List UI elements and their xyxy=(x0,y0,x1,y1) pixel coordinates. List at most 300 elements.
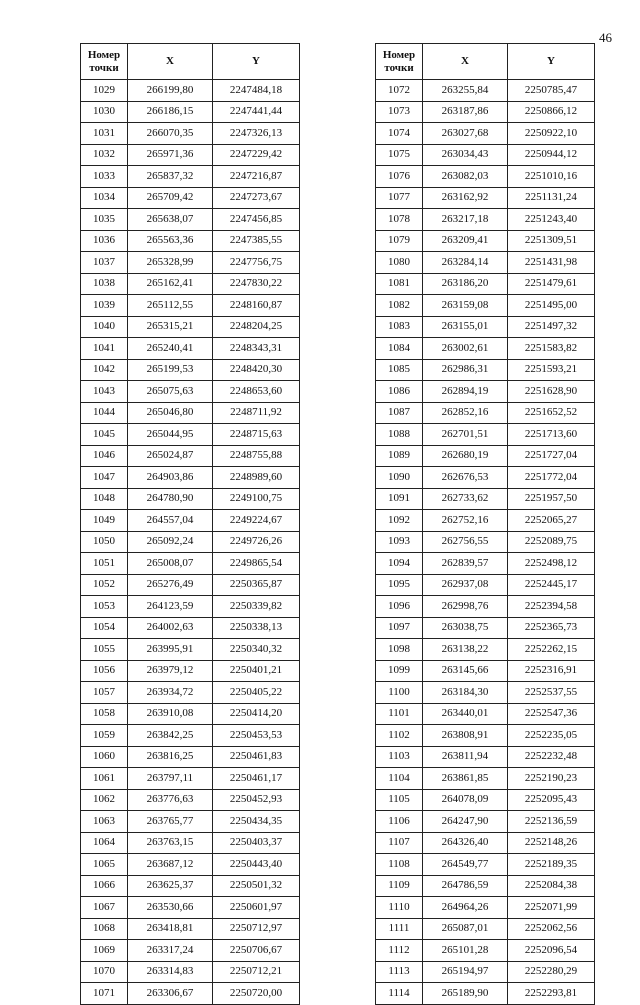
x-coordinate-cell: 265075,63 xyxy=(128,381,213,403)
table-row xyxy=(376,80,595,102)
table-row xyxy=(81,617,300,639)
y-coordinate-cell: 2249865,54 xyxy=(213,553,300,575)
x-coordinate-cell: 265240,41 xyxy=(128,338,213,360)
point-number-cell: 1057 xyxy=(81,682,128,704)
table-body-left xyxy=(81,80,300,1005)
point-number-cell: 1070 xyxy=(81,961,128,983)
point-number-cell: 1074 xyxy=(376,123,423,145)
y-coordinate-cell: 2247756,75 xyxy=(213,252,300,274)
x-coordinate-cell: 264780,90 xyxy=(128,488,213,510)
y-coordinate-cell: 2247441,44 xyxy=(213,101,300,123)
table-row xyxy=(376,359,595,381)
x-coordinate-cell: 265092,24 xyxy=(128,531,213,553)
header-x: X xyxy=(128,44,213,80)
x-coordinate-cell: 264557,04 xyxy=(128,510,213,532)
y-coordinate-cell: 2248204,25 xyxy=(213,316,300,338)
table-row xyxy=(81,101,300,123)
x-coordinate-cell: 263625,37 xyxy=(128,875,213,897)
point-number-cell: 1111 xyxy=(376,918,423,940)
x-coordinate-cell: 265328,99 xyxy=(128,252,213,274)
table-row xyxy=(81,725,300,747)
table-row xyxy=(81,811,300,833)
x-coordinate-cell: 262852,16 xyxy=(423,402,508,424)
table-row xyxy=(81,80,300,102)
point-number-cell: 1080 xyxy=(376,252,423,274)
x-coordinate-cell: 265189,90 xyxy=(423,983,508,1005)
y-coordinate-cell: 2250866,12 xyxy=(508,101,595,123)
x-coordinate-cell: 266186,15 xyxy=(128,101,213,123)
point-number-cell: 1049 xyxy=(81,510,128,532)
y-coordinate-cell: 2252262,15 xyxy=(508,639,595,661)
y-coordinate-cell: 2250434,35 xyxy=(213,811,300,833)
table-row xyxy=(376,488,595,510)
table-row xyxy=(81,424,300,446)
table-row xyxy=(376,273,595,295)
y-coordinate-cell: 2252445,17 xyxy=(508,574,595,596)
table-row xyxy=(376,402,595,424)
table-row xyxy=(376,574,595,596)
x-coordinate-cell: 264549,77 xyxy=(423,854,508,876)
table-row xyxy=(376,875,595,897)
y-coordinate-cell: 2247229,42 xyxy=(213,144,300,166)
y-coordinate-cell: 2248711,92 xyxy=(213,402,300,424)
point-number-cell: 1100 xyxy=(376,682,423,704)
point-number-cell: 1089 xyxy=(376,445,423,467)
point-number-cell: 1103 xyxy=(376,746,423,768)
x-coordinate-cell: 263811,94 xyxy=(423,746,508,768)
x-coordinate-cell: 265971,36 xyxy=(128,144,213,166)
y-coordinate-cell: 2248715,63 xyxy=(213,424,300,446)
table-row xyxy=(81,768,300,790)
table-row xyxy=(81,682,300,704)
x-coordinate-cell: 263776,63 xyxy=(128,789,213,811)
y-coordinate-cell: 2252365,73 xyxy=(508,617,595,639)
point-number-cell: 1082 xyxy=(376,295,423,317)
table-header-row xyxy=(376,44,595,80)
x-coordinate-cell: 263979,12 xyxy=(128,660,213,682)
point-number-cell: 1102 xyxy=(376,725,423,747)
point-number-cell: 1037 xyxy=(81,252,128,274)
point-number-cell: 1099 xyxy=(376,660,423,682)
x-coordinate-cell: 263284,14 xyxy=(423,252,508,274)
y-coordinate-cell: 2250365,87 xyxy=(213,574,300,596)
x-coordinate-cell: 263138,22 xyxy=(423,639,508,661)
point-number-cell: 1095 xyxy=(376,574,423,596)
x-coordinate-cell: 263861,85 xyxy=(423,768,508,790)
x-coordinate-cell: 262839,57 xyxy=(423,553,508,575)
point-number-cell: 1036 xyxy=(81,230,128,252)
y-coordinate-cell: 2251772,04 xyxy=(508,467,595,489)
y-coordinate-cell: 2252547,36 xyxy=(508,703,595,725)
point-number-cell: 1066 xyxy=(81,875,128,897)
point-number-cell: 1077 xyxy=(376,187,423,209)
point-number-cell: 1081 xyxy=(376,273,423,295)
table-row xyxy=(81,445,300,467)
y-coordinate-cell: 2251497,32 xyxy=(508,316,595,338)
y-coordinate-cell: 2247830,22 xyxy=(213,273,300,295)
x-coordinate-cell: 263530,66 xyxy=(128,897,213,919)
table-row xyxy=(81,510,300,532)
table-row xyxy=(81,832,300,854)
point-number-cell: 1059 xyxy=(81,725,128,747)
table-row xyxy=(81,359,300,381)
table-row xyxy=(81,338,300,360)
table-row xyxy=(81,875,300,897)
x-coordinate-cell: 265024,87 xyxy=(128,445,213,467)
x-coordinate-cell: 262733,62 xyxy=(423,488,508,510)
point-number-cell: 1071 xyxy=(81,983,128,1005)
y-coordinate-cell: 2250414,20 xyxy=(213,703,300,725)
table-row xyxy=(376,101,595,123)
x-coordinate-cell: 263314,83 xyxy=(128,961,213,983)
y-coordinate-cell: 2251652,52 xyxy=(508,402,595,424)
point-number-cell: 1065 xyxy=(81,854,128,876)
x-coordinate-cell: 263034,43 xyxy=(423,144,508,166)
table-row xyxy=(376,639,595,661)
point-number-cell: 1050 xyxy=(81,531,128,553)
y-coordinate-cell: 2252498,12 xyxy=(508,553,595,575)
y-coordinate-cell: 2247456,85 xyxy=(213,209,300,231)
table-row xyxy=(376,789,595,811)
point-number-cell: 1092 xyxy=(376,510,423,532)
table-row xyxy=(81,639,300,661)
x-coordinate-cell: 265199,53 xyxy=(128,359,213,381)
table-row xyxy=(376,230,595,252)
x-coordinate-cell: 264326,40 xyxy=(423,832,508,854)
table-row xyxy=(376,983,595,1005)
x-coordinate-cell: 265044,95 xyxy=(128,424,213,446)
table-row xyxy=(81,187,300,209)
point-number-cell: 1060 xyxy=(81,746,128,768)
point-number-cell: 1069 xyxy=(81,940,128,962)
table-row xyxy=(81,660,300,682)
table-row xyxy=(376,209,595,231)
y-coordinate-cell: 2251727,04 xyxy=(508,445,595,467)
table-row xyxy=(376,617,595,639)
y-coordinate-cell: 2248653,60 xyxy=(213,381,300,403)
x-coordinate-cell: 263002,61 xyxy=(423,338,508,360)
y-coordinate-cell: 2251583,82 xyxy=(508,338,595,360)
table-row xyxy=(376,897,595,919)
y-coordinate-cell: 2252062,56 xyxy=(508,918,595,940)
table-row xyxy=(376,682,595,704)
table-header-row xyxy=(81,44,300,80)
table-row xyxy=(376,940,595,962)
x-coordinate-cell: 265194,97 xyxy=(423,961,508,983)
point-number-cell: 1086 xyxy=(376,381,423,403)
x-coordinate-cell: 262752,16 xyxy=(423,510,508,532)
x-coordinate-cell: 262937,08 xyxy=(423,574,508,596)
y-coordinate-cell: 2251628,90 xyxy=(508,381,595,403)
y-coordinate-cell: 2252190,23 xyxy=(508,768,595,790)
y-coordinate-cell: 2250501,32 xyxy=(213,875,300,897)
table-row xyxy=(376,811,595,833)
x-coordinate-cell: 263765,77 xyxy=(128,811,213,833)
point-number-cell: 1075 xyxy=(376,144,423,166)
x-coordinate-cell: 263995,91 xyxy=(128,639,213,661)
point-number-cell: 1068 xyxy=(81,918,128,940)
y-coordinate-cell: 2251495,00 xyxy=(508,295,595,317)
table-row xyxy=(376,510,595,532)
table-row xyxy=(81,596,300,618)
y-coordinate-cell: 2250453,53 xyxy=(213,725,300,747)
table-row xyxy=(376,445,595,467)
x-coordinate-cell: 265087,01 xyxy=(423,918,508,940)
x-coordinate-cell: 262998,76 xyxy=(423,596,508,618)
y-coordinate-cell: 2250405,22 xyxy=(213,682,300,704)
y-coordinate-cell: 2251010,16 xyxy=(508,166,595,188)
point-number-cell: 1072 xyxy=(376,80,423,102)
header-point-number: Номер точки xyxy=(376,44,423,80)
point-number-cell: 1031 xyxy=(81,123,128,145)
x-coordinate-cell: 262756,55 xyxy=(423,531,508,553)
y-coordinate-cell: 2250401,21 xyxy=(213,660,300,682)
x-coordinate-cell: 263209,41 xyxy=(423,230,508,252)
y-coordinate-cell: 2251713,60 xyxy=(508,424,595,446)
point-number-cell: 1073 xyxy=(376,101,423,123)
x-coordinate-cell: 263816,25 xyxy=(128,746,213,768)
point-number-cell: 1043 xyxy=(81,381,128,403)
x-coordinate-cell: 263155,01 xyxy=(423,316,508,338)
table-row xyxy=(81,918,300,940)
header-point-number: Номер точки xyxy=(81,44,128,80)
header-x: X xyxy=(423,44,508,80)
point-number-cell: 1105 xyxy=(376,789,423,811)
y-coordinate-cell: 2250922,10 xyxy=(508,123,595,145)
point-number-cell: 1088 xyxy=(376,424,423,446)
y-coordinate-cell: 2248343,31 xyxy=(213,338,300,360)
y-coordinate-cell: 2252316,91 xyxy=(508,660,595,682)
y-coordinate-cell: 2250944,12 xyxy=(508,144,595,166)
y-coordinate-cell: 2252280,29 xyxy=(508,961,595,983)
y-coordinate-cell: 2250443,40 xyxy=(213,854,300,876)
point-number-cell: 1034 xyxy=(81,187,128,209)
page-number: 46 xyxy=(599,30,612,45)
y-coordinate-cell: 2250706,67 xyxy=(213,940,300,962)
point-number-cell: 1067 xyxy=(81,897,128,919)
table-row xyxy=(376,424,595,446)
y-coordinate-cell: 2252232,48 xyxy=(508,746,595,768)
table-row xyxy=(81,381,300,403)
x-coordinate-cell: 262680,19 xyxy=(423,445,508,467)
table-row xyxy=(81,488,300,510)
table-row xyxy=(376,961,595,983)
x-coordinate-cell: 265837,32 xyxy=(128,166,213,188)
y-coordinate-cell: 2252235,05 xyxy=(508,725,595,747)
table-row xyxy=(81,273,300,295)
point-number-cell: 1064 xyxy=(81,832,128,854)
x-coordinate-cell: 263038,75 xyxy=(423,617,508,639)
table-row xyxy=(81,402,300,424)
x-coordinate-cell: 263687,12 xyxy=(128,854,213,876)
table-row xyxy=(81,961,300,983)
point-number-cell: 1046 xyxy=(81,445,128,467)
x-coordinate-cell: 263306,67 xyxy=(128,983,213,1005)
x-coordinate-cell: 263187,86 xyxy=(423,101,508,123)
x-coordinate-cell: 263808,91 xyxy=(423,725,508,747)
table-row xyxy=(376,295,595,317)
table-row xyxy=(376,660,595,682)
table-row xyxy=(81,553,300,575)
x-coordinate-cell: 263418,81 xyxy=(128,918,213,940)
point-number-cell: 1101 xyxy=(376,703,423,725)
y-coordinate-cell: 2247216,87 xyxy=(213,166,300,188)
y-coordinate-cell: 2252089,75 xyxy=(508,531,595,553)
point-number-cell: 1048 xyxy=(81,488,128,510)
point-number-cell: 1055 xyxy=(81,639,128,661)
point-number-cell: 1042 xyxy=(81,359,128,381)
point-number-cell: 1051 xyxy=(81,553,128,575)
header-y: Y xyxy=(213,44,300,80)
point-number-cell: 1112 xyxy=(376,940,423,962)
table-row xyxy=(376,725,595,747)
table-row xyxy=(376,918,595,940)
table-body-right xyxy=(376,80,595,1005)
y-coordinate-cell: 2250461,83 xyxy=(213,746,300,768)
x-coordinate-cell: 265162,41 xyxy=(128,273,213,295)
y-coordinate-cell: 2248755,88 xyxy=(213,445,300,467)
y-coordinate-cell: 2248160,87 xyxy=(213,295,300,317)
x-coordinate-cell: 263184,30 xyxy=(423,682,508,704)
y-coordinate-cell: 2251131,24 xyxy=(508,187,595,209)
y-coordinate-cell: 2247273,67 xyxy=(213,187,300,209)
point-number-cell: 1045 xyxy=(81,424,128,446)
table-row xyxy=(81,531,300,553)
point-number-cell: 1053 xyxy=(81,596,128,618)
point-number-cell: 1044 xyxy=(81,402,128,424)
table-row xyxy=(81,166,300,188)
x-coordinate-cell: 262701,51 xyxy=(423,424,508,446)
y-coordinate-cell: 2252189,35 xyxy=(508,854,595,876)
table-row xyxy=(376,768,595,790)
point-number-cell: 1094 xyxy=(376,553,423,575)
x-coordinate-cell: 265008,07 xyxy=(128,553,213,575)
y-coordinate-cell: 2252148,26 xyxy=(508,832,595,854)
table-row xyxy=(81,316,300,338)
point-number-cell: 1114 xyxy=(376,983,423,1005)
table-row xyxy=(376,166,595,188)
x-coordinate-cell: 265315,21 xyxy=(128,316,213,338)
y-coordinate-cell: 2250601,97 xyxy=(213,897,300,919)
point-number-cell: 1083 xyxy=(376,316,423,338)
x-coordinate-cell: 263797,11 xyxy=(128,768,213,790)
table-row xyxy=(81,940,300,962)
coordinates-table-right xyxy=(375,43,595,1005)
y-coordinate-cell: 2247326,13 xyxy=(213,123,300,145)
x-coordinate-cell: 263145,66 xyxy=(423,660,508,682)
y-coordinate-cell: 2252136,59 xyxy=(508,811,595,833)
x-coordinate-cell: 263255,84 xyxy=(423,80,508,102)
point-number-cell: 1058 xyxy=(81,703,128,725)
point-number-cell: 1104 xyxy=(376,768,423,790)
table-row xyxy=(376,596,595,618)
x-coordinate-cell: 264247,90 xyxy=(423,811,508,833)
y-coordinate-cell: 2250720,00 xyxy=(213,983,300,1005)
x-coordinate-cell: 266199,80 xyxy=(128,80,213,102)
y-coordinate-cell: 2249224,67 xyxy=(213,510,300,532)
y-coordinate-cell: 2251479,61 xyxy=(508,273,595,295)
point-number-cell: 1098 xyxy=(376,639,423,661)
y-coordinate-cell: 2250338,13 xyxy=(213,617,300,639)
x-coordinate-cell: 263217,18 xyxy=(423,209,508,231)
y-coordinate-cell: 2252095,43 xyxy=(508,789,595,811)
point-number-cell: 1030 xyxy=(81,101,128,123)
y-coordinate-cell: 2252096,54 xyxy=(508,940,595,962)
x-coordinate-cell: 263317,24 xyxy=(128,940,213,962)
coordinates-table-left xyxy=(80,43,300,1005)
table-row xyxy=(81,209,300,231)
x-coordinate-cell: 265563,36 xyxy=(128,230,213,252)
point-number-cell: 1096 xyxy=(376,596,423,618)
x-coordinate-cell: 265638,07 xyxy=(128,209,213,231)
y-coordinate-cell: 2252537,55 xyxy=(508,682,595,704)
table-row xyxy=(81,252,300,274)
y-coordinate-cell: 2250712,97 xyxy=(213,918,300,940)
table-row xyxy=(81,144,300,166)
point-number-cell: 1062 xyxy=(81,789,128,811)
y-coordinate-cell: 2250712,21 xyxy=(213,961,300,983)
x-coordinate-cell: 263159,08 xyxy=(423,295,508,317)
point-number-cell: 1106 xyxy=(376,811,423,833)
table-row xyxy=(376,381,595,403)
point-number-cell: 1061 xyxy=(81,768,128,790)
table-row xyxy=(81,295,300,317)
y-coordinate-cell: 2252065,27 xyxy=(508,510,595,532)
x-coordinate-cell: 264123,59 xyxy=(128,596,213,618)
x-coordinate-cell: 264078,09 xyxy=(423,789,508,811)
y-coordinate-cell: 2251243,40 xyxy=(508,209,595,231)
header-y: Y xyxy=(508,44,595,80)
y-coordinate-cell: 2252084,38 xyxy=(508,875,595,897)
point-number-cell: 1091 xyxy=(376,488,423,510)
x-coordinate-cell: 263910,08 xyxy=(128,703,213,725)
x-coordinate-cell: 263027,68 xyxy=(423,123,508,145)
point-number-cell: 1040 xyxy=(81,316,128,338)
x-coordinate-cell: 265046,80 xyxy=(128,402,213,424)
y-coordinate-cell: 2251309,51 xyxy=(508,230,595,252)
x-coordinate-cell: 263162,92 xyxy=(423,187,508,209)
y-coordinate-cell: 2251593,21 xyxy=(508,359,595,381)
table-row xyxy=(376,316,595,338)
x-coordinate-cell: 263082,03 xyxy=(423,166,508,188)
point-number-cell: 1090 xyxy=(376,467,423,489)
y-coordinate-cell: 2251957,50 xyxy=(508,488,595,510)
y-coordinate-cell: 2250340,32 xyxy=(213,639,300,661)
point-number-cell: 1041 xyxy=(81,338,128,360)
x-coordinate-cell: 263842,25 xyxy=(128,725,213,747)
x-coordinate-cell: 263440,01 xyxy=(423,703,508,725)
x-coordinate-cell: 262894,19 xyxy=(423,381,508,403)
y-coordinate-cell: 2252293,81 xyxy=(508,983,595,1005)
point-number-cell: 1108 xyxy=(376,854,423,876)
point-number-cell: 1087 xyxy=(376,402,423,424)
point-number-cell: 1038 xyxy=(81,273,128,295)
table-row xyxy=(81,574,300,596)
point-number-cell: 1110 xyxy=(376,897,423,919)
point-number-cell: 1093 xyxy=(376,531,423,553)
point-number-cell: 1056 xyxy=(81,660,128,682)
point-number-cell: 1113 xyxy=(376,961,423,983)
y-coordinate-cell: 2249726,26 xyxy=(213,531,300,553)
y-coordinate-cell: 2250403,37 xyxy=(213,832,300,854)
table-row xyxy=(376,746,595,768)
x-coordinate-cell: 265709,42 xyxy=(128,187,213,209)
x-coordinate-cell: 262986,31 xyxy=(423,359,508,381)
x-coordinate-cell: 263186,20 xyxy=(423,273,508,295)
point-number-cell: 1076 xyxy=(376,166,423,188)
x-coordinate-cell: 264002,63 xyxy=(128,617,213,639)
table-row xyxy=(81,703,300,725)
